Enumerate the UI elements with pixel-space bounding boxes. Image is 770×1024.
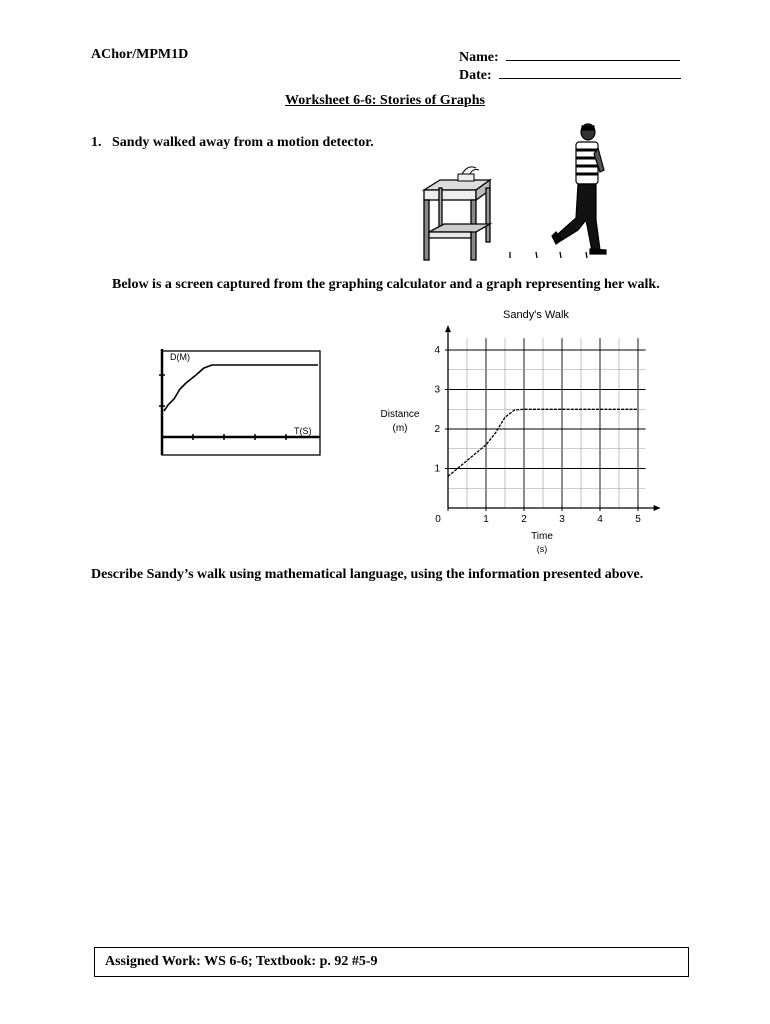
x-tick-label: 1 [483, 514, 489, 525]
y-axis-label-line2: (m) [392, 423, 408, 434]
x-axis-label-line2: (s) [536, 544, 548, 554]
y-axis-label-line1: Distance [380, 409, 420, 420]
chart-tick-labels [434, 345, 641, 525]
y-tick-label: 4 [434, 345, 440, 356]
date-field[interactable] [459, 65, 681, 84]
chart-grid [448, 338, 646, 508]
worksheet-title: Worksheet 6-6: Stories of Graphs [285, 93, 485, 108]
course-code: AChor/MPM1D [91, 47, 189, 62]
question-number: 1. [91, 135, 102, 150]
name-label: Name: [459, 50, 499, 65]
x-axis-arrow [654, 505, 661, 511]
x-tick-label: 2 [521, 514, 527, 525]
x-tick-label: 0 [435, 514, 441, 525]
x-tick-label: 5 [635, 514, 641, 525]
calculator-screen [150, 345, 325, 460]
assigned-work-text: Assigned Work: WS 6-6; Textbook: p. 92 #5-9 [105, 954, 378, 969]
sandys-walk-chart [360, 300, 670, 560]
y-tick-label: 3 [434, 384, 440, 396]
x-tick-label: 3 [559, 514, 565, 525]
date-label: Date: [459, 68, 492, 83]
assigned-work-box [94, 947, 689, 977]
y-tick-label: 1 [434, 463, 440, 475]
chart-title: Sandy's Walk [503, 309, 569, 321]
y-tick-label: 2 [434, 424, 440, 435]
x-tick-label: 4 [597, 514, 603, 525]
motion-detector-illustration [410, 120, 630, 265]
describe-prompt: Describe Sandy’s walk using mathematical language, using the information presented above. [91, 567, 644, 582]
graph-caption: Below is a screen captured from the graphing calculator and a graph representing her walk. [112, 277, 660, 292]
calculator-y-label: D(M) [170, 352, 190, 362]
table-icon [424, 180, 490, 260]
x-axis-label-line1: Time [531, 531, 553, 542]
name-field[interactable] [459, 47, 680, 66]
question-text: Sandy walked away from a motion detector. [112, 135, 374, 150]
calculator-x-label: T(S) [294, 426, 312, 436]
motion-detector-icon [458, 167, 479, 181]
floor-marks [510, 252, 587, 258]
date-blank[interactable] [499, 65, 681, 79]
answer-area[interactable] [91, 600, 691, 930]
chart-axes [445, 325, 661, 511]
name-blank[interactable] [506, 47, 680, 61]
walking-person-icon [552, 124, 606, 254]
y-axis-arrow [445, 325, 451, 332]
calculator-screen-frame [162, 351, 320, 455]
